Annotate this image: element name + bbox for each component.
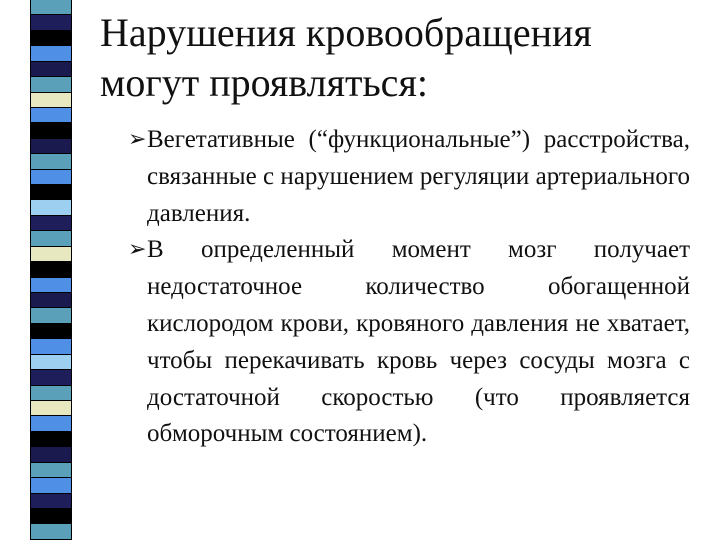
stripe-segment [30, 292, 72, 308]
stripe-segment [30, 369, 72, 385]
stripe-segment [30, 523, 72, 539]
stripe-segment [30, 277, 72, 293]
stripe-segment [30, 354, 72, 370]
stripe-segment [30, 153, 72, 169]
bullet-text-2: В определенный момент мозг получает недостаточное количество обогащенной кислородом крови, кровяного давления не хватает, чтобы перекачивать кровь через сосуды мозга с достаточной скоростью (что проявляется обморочным состоянием). [147, 236, 690, 448]
stripe-segment [30, 76, 72, 92]
bullet-item-1 [128, 122, 690, 232]
stripe-segment [30, 415, 72, 431]
stripe-segment [30, 107, 72, 123]
bullet-item-2 [128, 232, 690, 453]
arrowhead-bullet-icon [128, 232, 146, 269]
stripe-segment [30, 385, 72, 401]
stripe-segment [30, 493, 72, 509]
stripe-segment [30, 92, 72, 108]
bullet-list [128, 122, 690, 453]
stripe-segment [30, 30, 72, 46]
stripe-segment [30, 215, 72, 231]
stripe-segment [30, 477, 72, 493]
stripe-segment [30, 400, 72, 416]
stripe-segment [30, 431, 72, 447]
bullet-text-1: Вегетативные (“функциональные”) расстройства, связанные с нарушением регуляции артериального давления. [147, 126, 690, 227]
stripe-segment [30, 307, 72, 323]
stripe-segment [30, 462, 72, 478]
stripe-segment [30, 45, 72, 61]
stripe-segment [30, 246, 72, 262]
stripe-segment [30, 184, 72, 200]
slide-title: Нарушения кровообращения могут проявляться: [100, 10, 592, 105]
stripe-segment [30, 14, 72, 30]
stripe-segment [30, 169, 72, 185]
stripe-segment [30, 61, 72, 77]
stripe-segment [30, 446, 72, 462]
stripe-segment [30, 508, 72, 524]
stripe-segment [30, 138, 72, 154]
stripe-segment [30, 199, 72, 215]
stripe-segment [30, 261, 72, 277]
stripe-segment [30, 122, 72, 138]
decorative-stripe-bar [30, 0, 72, 540]
stripe-segment [30, 0, 72, 15]
stripe-segment [30, 230, 72, 246]
stripe-segment [30, 338, 72, 354]
arrowhead-bullet-icon [128, 122, 146, 159]
stripe-segment [30, 323, 72, 339]
